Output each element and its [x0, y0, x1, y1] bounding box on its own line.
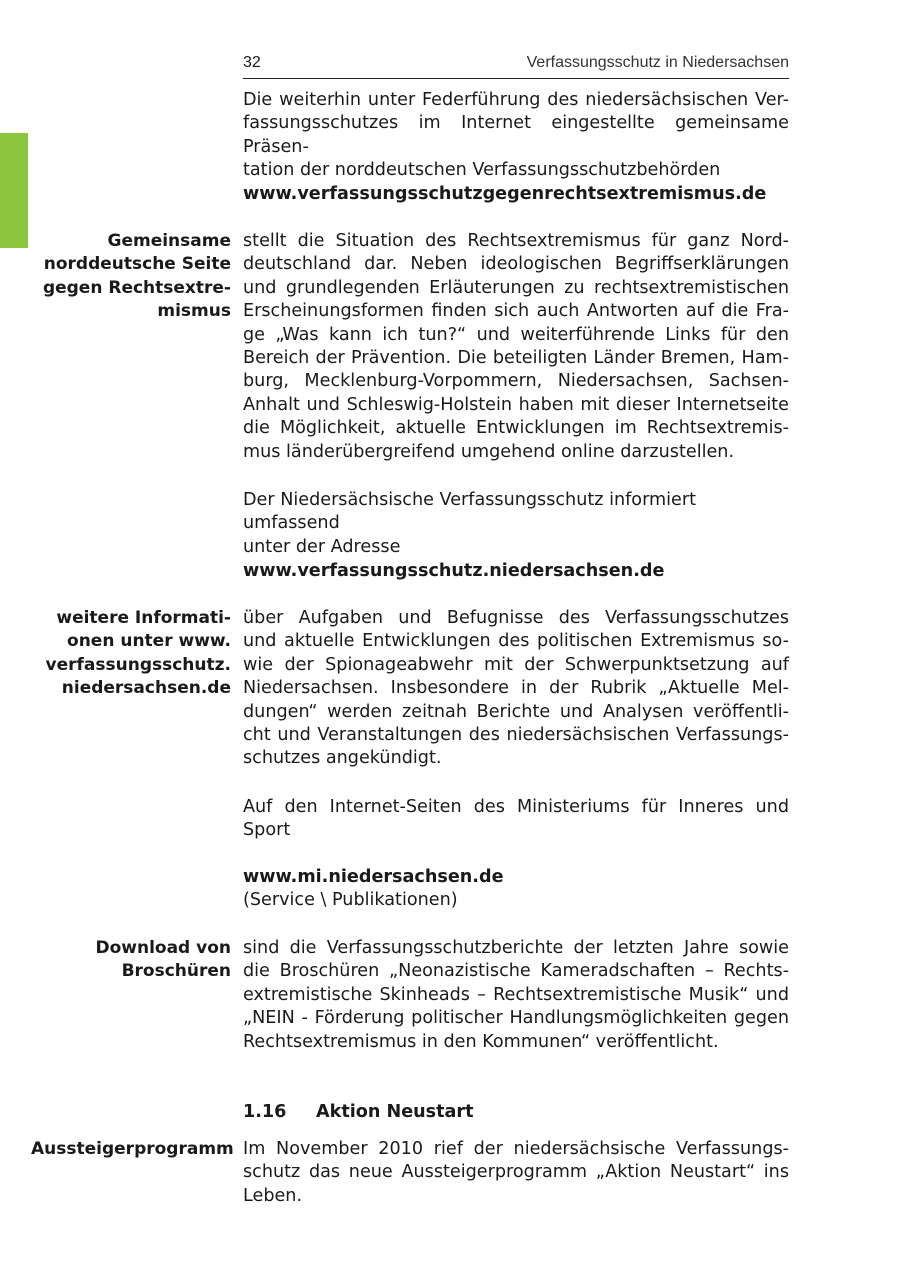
marginal-line: Gemeinsame: [107, 231, 231, 251]
url-ministerium-block: [243, 866, 789, 913]
marginal-line: Broschüren: [121, 961, 231, 982]
marginal-line: niedersachsen.de: [61, 678, 231, 699]
text-line: dungen“ werden zeitnah Berichte und Analysen veröffentli-: [243, 701, 789, 722]
paragraph-ministerium: [243, 796, 789, 843]
marginal-line: mismus: [157, 301, 231, 322]
marginal-note-gemeinsame-seite: [31, 230, 231, 324]
text-line: wie der Spionageabwehr mit der Schwerpunktsetzung auf: [243, 654, 789, 675]
text-line: Der Niedersächsische Verfassungsschutz informiert umfassend: [243, 490, 696, 534]
paragraph-intro: [243, 89, 789, 183]
text-line: die Broschüren „Neonazistische Kameradschaften – Rechts-: [243, 961, 789, 982]
text-line: Bereich der Prävention. Die beteiligten Länder Bremen, Ham-: [243, 348, 789, 369]
text-line: „NEIN - Förderung politischer Handlungsmöglichkeiten gegen: [243, 1008, 789, 1029]
text-line: Niedersachsen. Insbesondere in der Rubrik „Aktuelle Mel-: [243, 678, 789, 699]
page-number: 32: [243, 54, 261, 71]
text-line: Auf den Internet-Seiten des Ministeriums für Inneres und: [243, 797, 789, 817]
text-line: über Aufgaben und Befugnisse des Verfassungsschutzes: [243, 608, 789, 628]
text-line: sind die Verfassungsschutzberichte der letzten Jahre sowie: [243, 938, 789, 958]
chapter-color-tab: [0, 133, 28, 248]
url-ministerium: www.mi.niedersachsen.de: [243, 867, 504, 887]
marginal-note-download: [31, 937, 231, 984]
text-line: Im November 2010 rief der niedersächsische Verfassungs-: [243, 1139, 789, 1159]
url-note: (Service \ Publikationen): [243, 890, 458, 911]
section-heading: [243, 1102, 474, 1122]
url-verfassungsschutz: www.verfassungsschutz.niedersachsen.de: [243, 561, 665, 581]
url-rechtsextremismus: www.verfassungsschutzgegenrechtsextremismus.de: [243, 184, 767, 204]
marginal-line: gegen Rechtsextre-: [42, 277, 231, 298]
text-line: deutschland dar. Neben ideologischen Begriffserklärungen: [243, 254, 789, 275]
text-line: schutzes angekündigt.: [243, 748, 442, 769]
text-line: ge „Was kann ich tun?“ und weiterführende Links für den: [243, 324, 789, 345]
text-line: tation der norddeutschen Verfassungsschutzbehörden: [243, 160, 721, 181]
text-line: Die weiterhin unter Federführung des niedersächsischen Ver-: [243, 90, 789, 110]
text-line: fassungsschutzes im Internet eingestellte gemeinsame Präsen-: [243, 113, 789, 157]
text-line: und aktuelle Entwicklungen des politischen Extremismus so-: [243, 631, 789, 652]
marginal-line: verfassungsschutz.: [45, 654, 231, 675]
text-line: mus länderübergreifend umgehend online darzustellen.: [243, 441, 735, 462]
paragraph-situation: [243, 230, 789, 464]
marginal-line: norddeutsche Seite: [43, 254, 231, 275]
text-line: Erscheinungsformen finden sich auch Antworten auf die Fra-: [243, 301, 789, 322]
marginal-note-weitere-informationen: [31, 607, 231, 701]
text-line: unter der Adresse: [243, 536, 401, 557]
section-title: Aktion Neustart: [316, 1102, 474, 1122]
marginal-note-aussteigerprogramm: [31, 1138, 234, 1161]
text-line: Sport: [243, 820, 291, 841]
text-line: schutz das neue Aussteigerprogramm „Aktion Neustart“ ins: [243, 1162, 789, 1183]
text-line: burg, Mecklenburg-Vorpommern, Niedersachsen, Sachsen-: [243, 371, 789, 392]
marginal-line: Download von: [95, 938, 231, 958]
paragraph-broschueren: [243, 937, 789, 1054]
text-line: Rechtsextremismus in den Kommunen“ veröffentlicht.: [243, 1031, 719, 1052]
text-line: die Möglichkeit, aktuelle Entwicklungen im Rechtsextremis-: [243, 418, 789, 439]
text-line: und grundlegenden Erläuterungen zu rechtsextremistischen: [243, 277, 789, 298]
text-line: stellt die Situation des Rechtsextremismus für ganz Nord-: [243, 231, 789, 251]
text-line: extremistische Skinheads – Rechtsextremistische Musik“ und: [243, 984, 789, 1005]
marginal-line: onen unter www.: [67, 631, 231, 652]
marginal-line: Aussteigerprogramm: [31, 1139, 234, 1159]
section-number: 1.16: [243, 1102, 287, 1122]
text-line: Anhalt und Schleswig-Holstein haben mit dieser Internetseite: [243, 394, 789, 415]
text-line: cht und Veranstaltungen des niedersächsischen Verfassungs-: [243, 725, 789, 746]
paragraph-adresse: [243, 489, 789, 559]
marginal-line: weitere Informati-: [56, 608, 231, 628]
paragraph-neustart: [243, 1138, 789, 1208]
text-line: Leben.: [243, 1185, 303, 1206]
paragraph-aufgaben: [243, 607, 789, 771]
running-title: Verfassungsschutz in Niedersachsen: [526, 54, 789, 71]
page-header: [243, 54, 789, 79]
